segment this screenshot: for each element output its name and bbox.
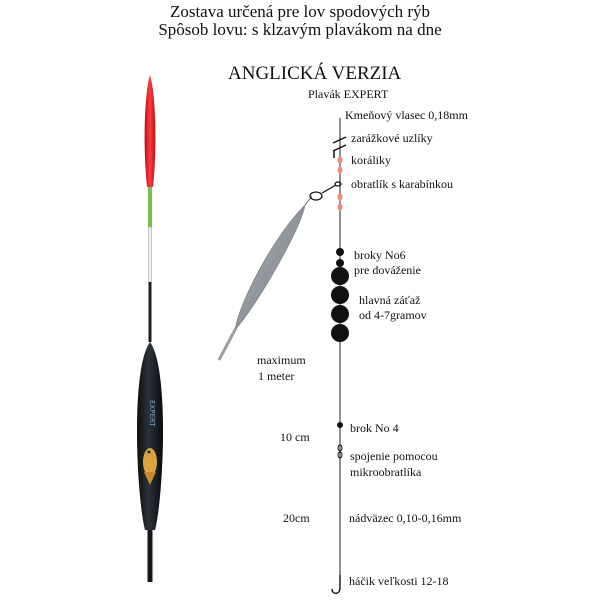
label-shot-no6-1: broky No6	[354, 248, 406, 262]
diagram-subtitle: Plavák EXPERT	[308, 87, 389, 101]
expert-float	[137, 75, 163, 582]
float-stem	[149, 282, 152, 342]
float-keel	[148, 530, 153, 582]
float-white-segment	[149, 227, 152, 282]
label-join-2: mikroobratlíka	[350, 465, 422, 479]
label-join-1: spojenie pomocou	[350, 449, 438, 463]
diagram-title: ANGLICKÁ VERZIA	[228, 63, 402, 84]
swivel-snap	[310, 182, 341, 200]
sliding-float	[219, 196, 312, 360]
label-main-weight-1: hlavná záťaž	[359, 293, 421, 307]
float-body	[137, 342, 163, 530]
label-shot-no4: brok No 4	[350, 421, 399, 435]
float-red-tip	[145, 75, 156, 187]
label-shot-no6-2: pre dováženie	[354, 263, 421, 277]
label-beads: koráliky	[351, 153, 391, 167]
label-hook: háčik veľkosti 12-18	[349, 574, 449, 588]
float-green-segment	[148, 187, 152, 227]
hook-icon	[332, 575, 340, 593]
label-max-1: maximum	[257, 353, 306, 367]
label-main-weight-2: od 4-7gramov	[359, 308, 427, 322]
float-brand-label: EXPERT	[148, 400, 156, 427]
label-line: Kmeňový vlasec 0,18mm	[345, 108, 468, 122]
label-max-2: 1 meter	[258, 369, 295, 383]
header-line-1: Zostava určená pre lov spodových rýb	[169, 2, 431, 21]
label-distance-20: 20cm	[283, 511, 310, 525]
label-distance-10: 10 cm	[280, 430, 310, 444]
label-leader: nádväzec 0,10-0,16mm	[349, 511, 462, 525]
shot-no4	[337, 422, 343, 428]
label-stopper-knots: zarážkové uzlíky	[351, 131, 433, 145]
label-swivel-snap: obratlík s karabínkou	[351, 177, 453, 191]
header-line-2: Spôsob lovu: s klzavým plavákom na dne	[158, 20, 442, 39]
